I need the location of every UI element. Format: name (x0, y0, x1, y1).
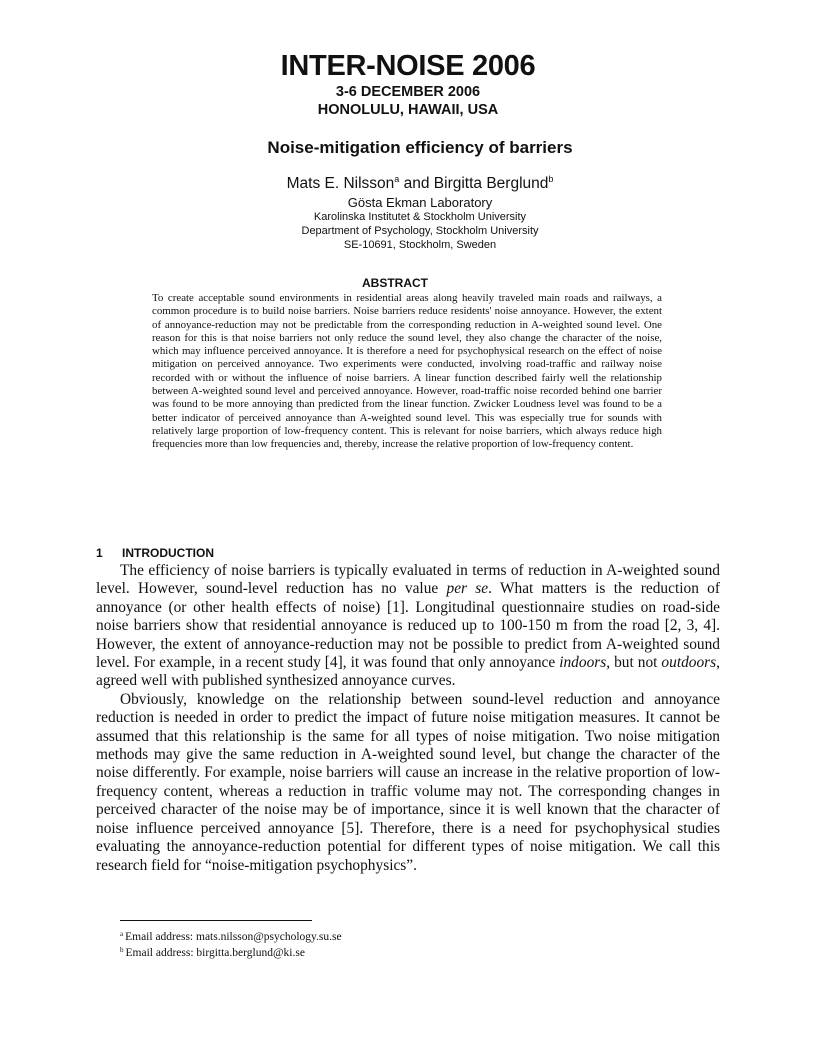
footnote-divider (120, 920, 312, 921)
affiliation-line: Karolinska Institutet & Stockholm University (313, 211, 527, 223)
footnote-text: Email address: birgitta.berglund@ki.se (125, 947, 305, 959)
footnote-marker: b (548, 174, 554, 184)
text-run: . What matters is the reduction of annoyance (or other health effects of noise) [1]. Longitudinal questionnaire studies on road-side noise barriers show that residential annoyance is reduced up to 100-150 m from the road [2, 3, 4]. However, the extent of annoyance-reduction may not be possible to predict from A-weighted sound level. For example, in a recent study [4], it was found that only annoyance (96, 580, 720, 672)
author-name: Mats E. Nilsson (286, 175, 395, 192)
emphasis: outdoors (661, 654, 717, 672)
conference-location: HONOLULU, HAWAII, USA (317, 102, 499, 118)
section-title: INTRODUCTION (122, 546, 214, 560)
emphasis: per se (446, 580, 489, 598)
footnote-marker: a (120, 930, 124, 938)
conference-dates: 3-6 DECEMBER 2006 (335, 84, 481, 100)
footnote (120, 930, 342, 943)
author-name: Birgitta Berglund (433, 175, 549, 192)
footnote (120, 946, 305, 959)
paper-title: Noise-mitigation efficiency of barriers (267, 138, 573, 157)
footnote-marker: a (394, 174, 400, 184)
author-line (0, 174, 816, 193)
text-run: , agreed well with published synthesized annoyance curves. (96, 654, 721, 690)
text-run: The efficiency of noise barriers is typically evaluated in terms of reduction in A-weighted sound level. However, sound-level reduction has no value (96, 562, 720, 598)
affiliation-line: SE-10691, Stockholm, Sweden (343, 239, 497, 251)
paragraph (96, 562, 720, 691)
footnote-text: Email address: mats.nilsson@psychology.su.se (125, 931, 342, 943)
footnote-marker: b (120, 946, 124, 954)
affiliation-line: Gösta Ekman Laboratory (347, 195, 493, 210)
abstract-text: To create acceptable sound environments in residential areas along heavily traveled main roads and railways, a common procedure is to build noise barriers. Noise barriers reduce residents' noise annoyance. However, the extent of annoyance-reduction may not be predictable from the corresponding reduction in A-weighted sound level. One reason for this is that noise barriers not only reduce the sound level, they also change the character of the noise, which may influence perceived annoyance. It is therefore a need for psychophysical research on the effect of noise mitigation on perceived annoyance. Two experiments were conducted, involving road-traffic and railway noise recorded with or without the influence of noise barriers. A linear function described fairly well the relationship between A-weighted sound level and perceived annoyance. However, road-traffic noise recorded behind one barrier was found to be more annoying than predicted from the linear function. Zwicker Loudness level was found to be a better indicator of perceived annoyance than A-weighted sound level. This was especially true for sounds with relatively large proportion of low-frequency content. This is relevant for noise barriers, which always reduce high frequencies more than low frequencies and, thereby, increase the relative proportion of low-frequency content. (152, 292, 662, 451)
author-conjunction: and (399, 175, 434, 192)
affiliation-line: Department of Psychology, Stockholm University (301, 225, 539, 237)
abstract-heading: ABSTRACT (362, 276, 428, 290)
conference-title: INTER-NOISE 2006 (280, 50, 536, 82)
text-run: , but not (606, 654, 662, 672)
introduction-body (96, 562, 720, 875)
section-heading (96, 546, 214, 560)
section-number: 1 (96, 546, 103, 560)
paragraph: Obviously, knowledge on the relationship between sound-level reduction and annoyance reduction is needed in order to predict the impact of future noise mitigation measures. It cannot be assumed that this relationship is the same for all types of noise mitigation. Two noise mitigation methods may give the same reduction in A-weighted sound level, but change the character of the noise differently. For example, noise barriers will cause an increase in the relative proportion of low-frequency content, whereas a reduction in traffic volume may not. The corresponding changes in perceived character of the noise may be of importance, since it is well known that the character of noise influence perceived annoyance [5]. Therefore, there is a need for psychophysical studies evaluating the annoyance-reduction potential for different types of noise mitigation. We call this research field for “noise-mitigation psychophysics”. (96, 690, 720, 874)
emphasis: indoors (559, 654, 607, 672)
